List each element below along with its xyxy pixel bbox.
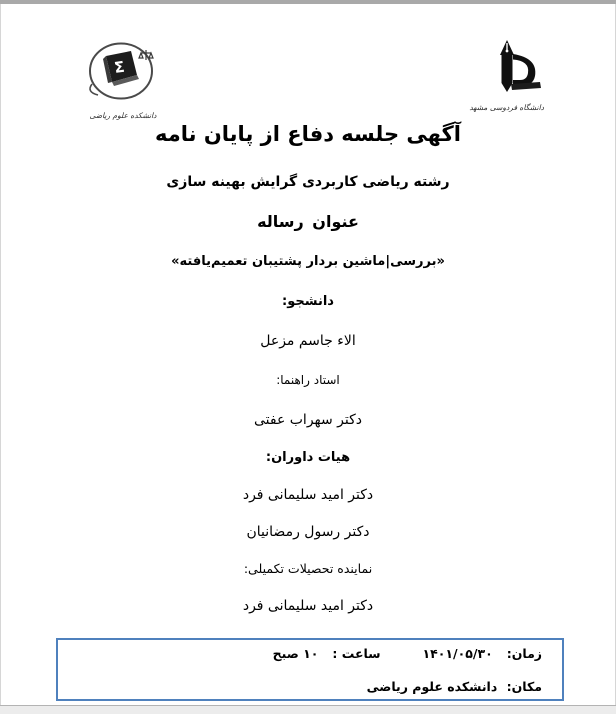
time-label: زمان:	[506, 646, 542, 661]
info-row-time	[273, 646, 542, 661]
supervisor-label: استاد راهنما:	[276, 373, 340, 387]
grad-rep-label: نماینده تحصیلات تکمیلی:	[243, 561, 373, 576]
page-bottom-edge	[0, 705, 616, 714]
thesis-title: «بررسی|ماشین بردار پشتیبان تعمیم‌یافته»	[171, 254, 445, 269]
jury-member-1: دکتر امید سلیمانی فرد	[242, 487, 374, 503]
info-row-location	[367, 679, 542, 694]
hour-label: ساعت :	[332, 646, 381, 661]
faculty-logo-caption: دانشکده علوم ریاضی	[89, 111, 157, 120]
info-box	[56, 638, 564, 701]
location-label: مکان:	[506, 679, 542, 694]
university-logo-icon	[480, 40, 544, 98]
program-line: رشته ریاضی کاربردی گرایش بهینه سازی	[166, 174, 450, 190]
jury-member-2: دکتر رسول رمضانیان	[246, 524, 370, 540]
time-value: ۱۴۰۱/۰۵/۳۰	[422, 646, 493, 661]
faculty-logo-icon	[84, 40, 162, 106]
hour-value: ۱۰ صبح	[272, 646, 319, 661]
student-label: دانشجو:	[282, 294, 334, 309]
university-logo-caption: دانشگاه فردوسی مشهد	[469, 103, 544, 112]
university-logo	[469, 40, 544, 112]
supervisor-name: دکتر سهراب عفتی	[253, 412, 363, 428]
location-value: دانشکده علوم ریاضی	[366, 679, 498, 694]
svg-text:Σ: Σ	[113, 57, 126, 77]
faculty-logo	[84, 40, 162, 120]
thesis-heading: عنوان رساله	[257, 212, 359, 231]
grad-rep-name: دکتر امید سلیمانی فرد	[242, 598, 374, 614]
student-name: الاء جاسم مزعل	[260, 333, 356, 349]
announcement-title: آگهی جلسه دفاع از پایان نامه	[155, 122, 461, 146]
jury-label: هیات داوران:	[265, 450, 351, 465]
page-top-edge	[0, 0, 616, 4]
